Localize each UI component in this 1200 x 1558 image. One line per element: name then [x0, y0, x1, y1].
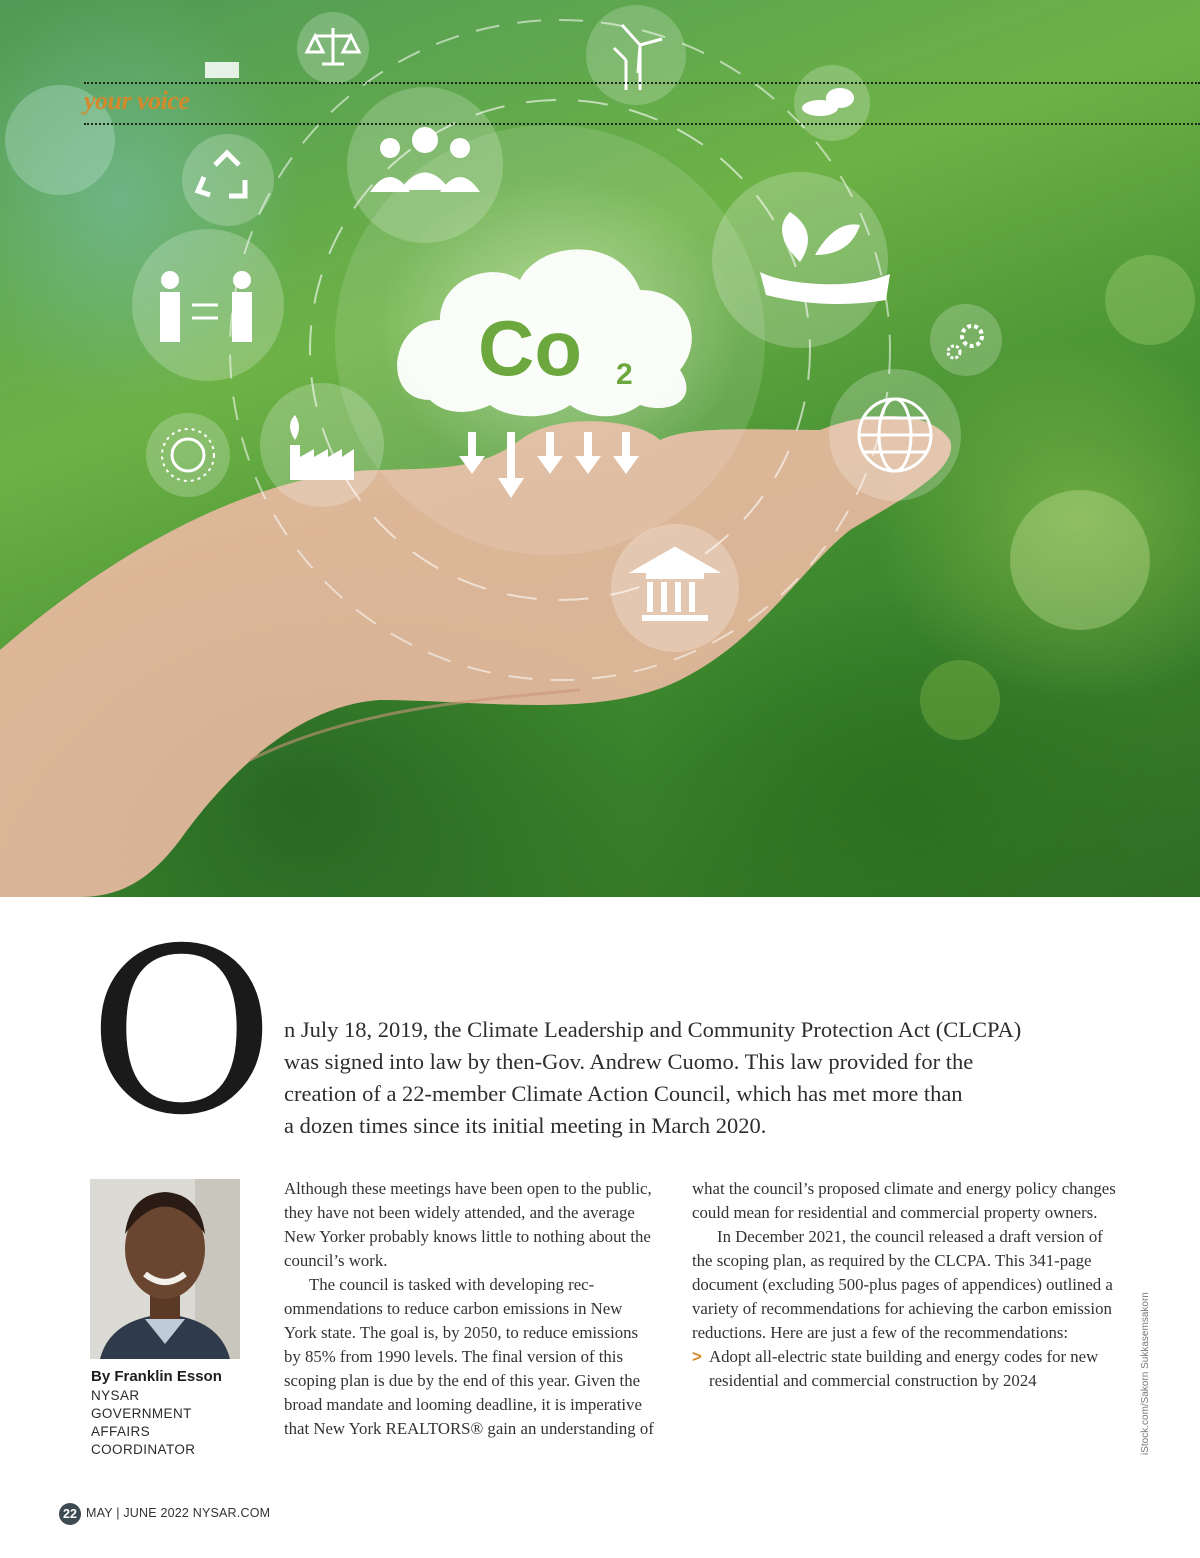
author-title-line: GOVERNMENT — [91, 1406, 192, 1421]
drop-cap: O — [88, 899, 275, 1165]
body-column-2 — [692, 1177, 1124, 1393]
plant-hand-icon — [712, 172, 890, 348]
bokeh-light — [920, 660, 1000, 740]
author-title-line: AFFAIRS — [91, 1424, 151, 1439]
photo-credit: iStock.com/Sakorn Sukkasemsakorn — [1140, 1292, 1151, 1455]
bullet-text: Adopt all-electric state building and energy codes for new residential and commercial construction by 2024 — [709, 1347, 1099, 1390]
lead-paragraph — [284, 1014, 1084, 1142]
page-number: 22 — [59, 1503, 81, 1525]
header-rule-top — [84, 82, 1200, 84]
gears-icon — [930, 304, 1002, 376]
author-title-line: COORDINATOR — [91, 1442, 196, 1457]
body-paragraph: In December 2021, the council released a draft version of the scoping plan, as required by the CLCPA. This 341-page document (excluding 500-plus pages of appendices) outlined a variety of recommendations for achieving the carbon emission reductions. Here are just a few of the recommendations: — [692, 1227, 1113, 1342]
footer-issue: MAY | JUNE 2022 NYSAR.COM — [86, 1506, 271, 1520]
bank-icon — [611, 524, 739, 652]
team-icon — [347, 87, 503, 243]
body-column-1 — [284, 1177, 656, 1441]
co2-label: Co — [478, 304, 582, 392]
scales-icon — [297, 12, 369, 84]
factory-icon — [260, 383, 384, 507]
author-title — [91, 1387, 241, 1459]
author-title-line: NYSAR — [91, 1388, 140, 1403]
bullet-arrow-icon: > — [692, 1347, 702, 1366]
recycle-icon — [182, 134, 274, 226]
lead-line: creation of a 22-member Climate Action Council, which has met more than — [284, 1081, 963, 1106]
people-exchange-icon — [132, 229, 284, 381]
author-name: By Franklin Esson — [91, 1368, 222, 1385]
wind-turbine-icon — [586, 5, 686, 105]
truck-icon — [205, 62, 239, 78]
lead-line: n July 18, 2019, the Climate Leadership and Community Protection Act (CLCPA) — [284, 1017, 1022, 1042]
bokeh-light — [1105, 255, 1195, 345]
co2-subscript: 2 — [616, 358, 633, 391]
lead-line: was signed into law by then-Gov. Andrew Cuomo. This law provided for the — [284, 1049, 974, 1074]
sun-icon — [146, 413, 230, 497]
body-paragraph: The council is tasked with developing rec-ommendations to reduce carbon emissions in New York state. The goal is, by 2050, to reduce emissions by 85% from 1990 levels. The final version of this scoping plan is due by the end of this year. Given the broad mandate and looming deadline, it is imperative that New York REALTORS® gain an understanding of — [284, 1275, 654, 1438]
bokeh-light — [1010, 490, 1150, 630]
globe-icon — [829, 369, 961, 501]
header-rule-bottom — [84, 123, 1200, 125]
coins-icon — [794, 65, 870, 141]
lead-line: a dozen times since its initial meeting in March 2020. — [284, 1113, 767, 1138]
body-paragraph: Although these meetings have been open to the public, they have not been widely attended, and the average New Yorker probably knows little to nothing about the council’s work. — [284, 1179, 652, 1270]
section-tag: your voice — [84, 86, 190, 115]
body-paragraph: what the council’s proposed climate and energy policy changes could mean for residential and commercial property owners. — [692, 1179, 1116, 1222]
recommendation-bullet — [692, 1345, 1124, 1393]
author-portrait — [90, 1179, 240, 1359]
